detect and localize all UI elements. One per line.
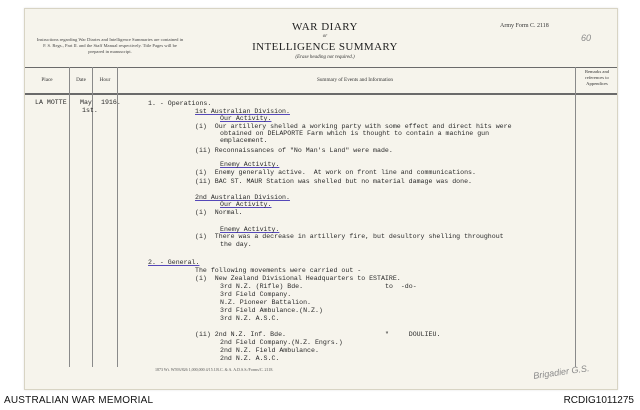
column-header-remarks: Remarks and references to Appendices (584, 69, 610, 86)
summary-line: 1. - Operations. (148, 100, 212, 107)
column-header-place: Place (41, 77, 53, 83)
page-subtitle: (Erase heading not required.) (295, 55, 355, 60)
page-title-2: INTELLIGENCE SUMMARY (252, 41, 398, 53)
summary-line: 2. - General. (148, 259, 200, 266)
summary-line: 3rd Field Ambulance.(N.Z.) (220, 307, 323, 314)
divider-place (69, 67, 70, 367)
summary-line: (i) There was a decrease in artillery fire, but desultory shelling throughout (195, 233, 504, 240)
title-or: or (322, 34, 328, 39)
print-reference: 1873 Wt. W593/826 1,000,000 4/15 J.B.C. & A. A.D.S.S./Forms/C. 2118. (155, 367, 274, 372)
summary-line: (i) New Zealand Divisional Headquarters to ESTAIRE. (195, 275, 401, 282)
summary-line: emplacement. (220, 137, 268, 144)
summary-line: Our Activity. (220, 201, 272, 208)
summary-line: Our Activity. (220, 115, 272, 122)
summary-line: obtained on DELAPORTE Farm which is thought to contain a machine gun (220, 130, 490, 137)
army-form-label: Army Form C. 2118 (500, 23, 549, 29)
page-title: WAR DIARY (292, 21, 358, 33)
war-diary-page (24, 8, 618, 390)
column-header-date: Date (76, 77, 86, 83)
summary-line: The following movements were carried out - (195, 267, 362, 274)
summary-line: (i) Our artillery shelled a working party with some effect and direct hits were (195, 123, 512, 130)
column-header-summary: Summary of Events and Information (316, 77, 394, 83)
summary-line: to -do- (385, 283, 417, 290)
summary-line: 2nd Field Company.(N.Z. Engrs.) (220, 339, 343, 346)
summary-line: Enemy Activity. (220, 161, 280, 168)
pencil-page-number: 60 (581, 33, 592, 43)
signature: Brigadier G.S. (532, 363, 590, 381)
summary-line: 3rd Field Company. (220, 291, 292, 298)
summary-line: N.Z. Pioneer Battalion. (220, 299, 312, 306)
summary-line: 1st Australian Division. (195, 108, 290, 115)
summary-line: 3rd N.Z. (Rifle) Bde. (220, 283, 304, 290)
entry-place: LA MOTTE (35, 99, 67, 106)
summary-line: the day. (220, 241, 252, 248)
entry-date-month: May (80, 99, 92, 106)
summary-line: Enemy Activity. (220, 226, 280, 233)
divider-summary (575, 67, 576, 367)
summary-line: 2nd Australian Division. (195, 194, 290, 201)
divider-hour (117, 67, 118, 367)
summary-line: 2nd N.Z. Field Ambulance. (220, 347, 319, 354)
column-header-hour: Hour (99, 77, 111, 83)
header-rule-top (25, 67, 617, 68)
summary-line: 2nd N.Z. A.S.C. (220, 355, 280, 362)
summary-line: (ii) 2nd N.Z. Inf. Bde. (195, 331, 287, 338)
header-rule-bottom (25, 93, 617, 95)
instructions-text: Instructions regarding War Diaries and Intelligence Summaries are contained in F. S. Regs., Part II. and the Staff Manual respectively. Title Pages will be prepared in manuscript. (36, 37, 184, 54)
entry-year: 1916. (101, 99, 121, 106)
summary-line: (ii) Reconnaissances of "No Man's Land" were made. (195, 147, 393, 154)
summary-line: (ii) BAC ST. MAUR Station was shelled but no material damage was done. (195, 178, 472, 185)
summary-line: (i) Normal. (195, 209, 243, 216)
summary-line: " DOULIEU. (385, 331, 441, 338)
archive-reference: RCDIG1011275 (563, 395, 634, 406)
summary-line: (i) Enemy generally active. At work on front line and communications. (195, 169, 476, 176)
archive-caption: AUSTRALIAN WAR MEMORIAL (4, 395, 154, 406)
entry-date-day: 1st. (82, 107, 98, 114)
summary-line: 3rd N.Z. A.S.C. (220, 315, 280, 322)
